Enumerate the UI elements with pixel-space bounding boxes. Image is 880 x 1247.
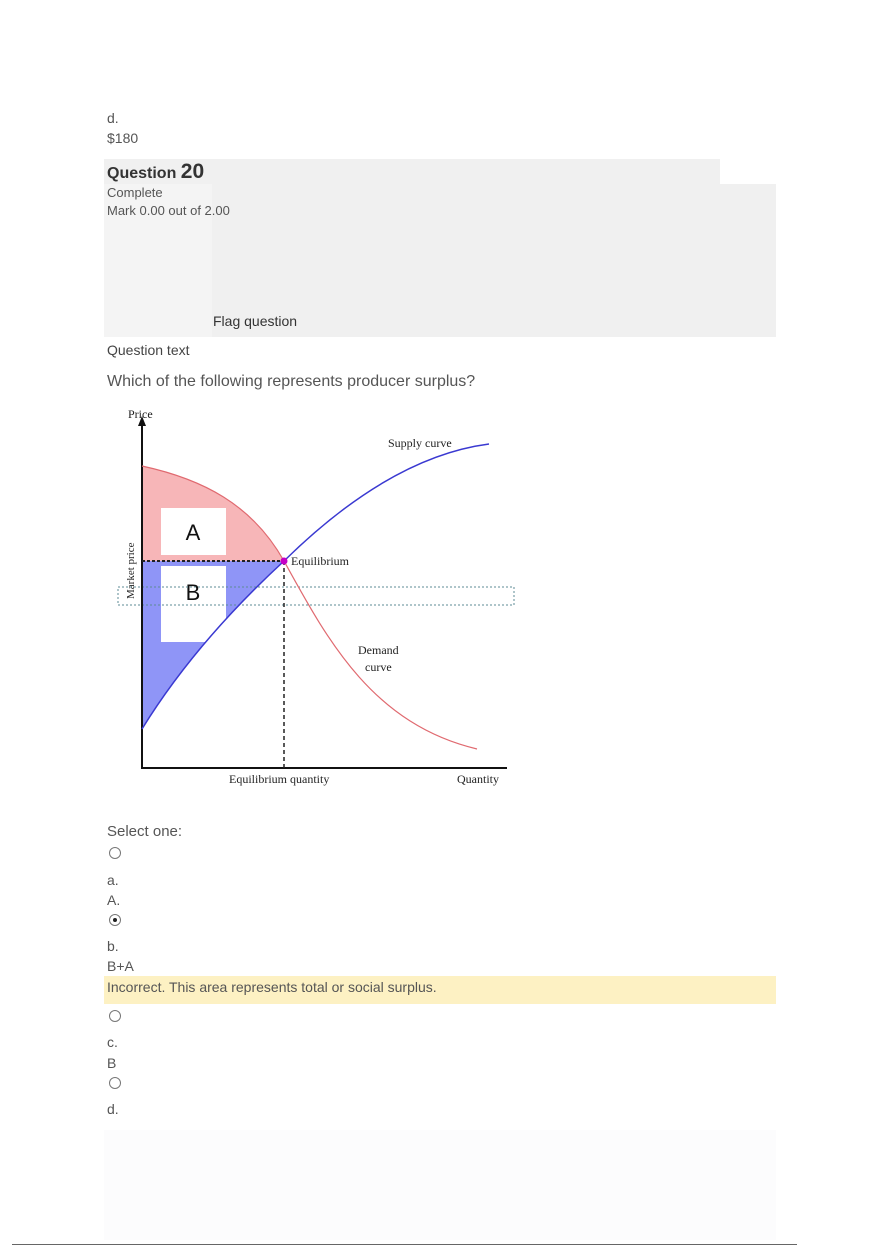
prev-option-letter: d. bbox=[107, 110, 119, 126]
question-label: Question bbox=[107, 165, 177, 182]
question-number-value: 20 bbox=[180, 160, 205, 183]
question-prompt: Which of the following represents producer surplus? bbox=[107, 373, 476, 390]
x-axis-label: Quantity bbox=[457, 772, 499, 786]
option-b-letter: b. bbox=[107, 938, 119, 954]
supply-label: Supply curve bbox=[388, 436, 452, 450]
option-d-radio[interactable] bbox=[109, 1077, 121, 1089]
option-c-radio[interactable] bbox=[109, 1010, 121, 1022]
question-state: Complete bbox=[107, 185, 163, 200]
feedback-text: Incorrect. This area represents total or social surplus. bbox=[107, 979, 437, 995]
market-price-label: Market price bbox=[125, 542, 137, 599]
option-b-text: B+A bbox=[107, 958, 134, 974]
option-c-text: B bbox=[107, 1055, 117, 1071]
select-one-label: Select one: bbox=[107, 823, 183, 840]
option-b-radio[interactable] bbox=[109, 914, 121, 926]
page-bottom-area bbox=[104, 1130, 776, 1240]
question-text-label: Question text bbox=[107, 342, 190, 358]
page-footer-divider bbox=[12, 1244, 797, 1245]
equilibrium-label: Equilibrium bbox=[291, 554, 349, 568]
question-number bbox=[107, 160, 204, 184]
demand-label-line2: curve bbox=[365, 660, 392, 674]
flag-question-link[interactable]: Flag question bbox=[213, 313, 298, 329]
area-b-label: B bbox=[185, 580, 201, 605]
option-d-letter: d. bbox=[107, 1101, 119, 1117]
prev-option-text: $180 bbox=[107, 130, 139, 146]
option-c-letter: c. bbox=[107, 1034, 118, 1050]
equilibrium-quantity-label: Equilibrium quantity bbox=[229, 772, 330, 786]
option-a-radio[interactable] bbox=[109, 847, 121, 859]
option-a-letter: a. bbox=[107, 872, 119, 888]
y-axis-label: Price bbox=[128, 407, 153, 421]
question-grade: Mark 0.00 out of 2.00 bbox=[107, 203, 230, 218]
equilibrium-point bbox=[281, 558, 288, 565]
option-a-text: A. bbox=[107, 892, 121, 908]
surplus-diagram bbox=[112, 404, 522, 794]
demand-label-line1: Demand bbox=[358, 643, 399, 657]
area-a-label: A bbox=[185, 520, 201, 545]
